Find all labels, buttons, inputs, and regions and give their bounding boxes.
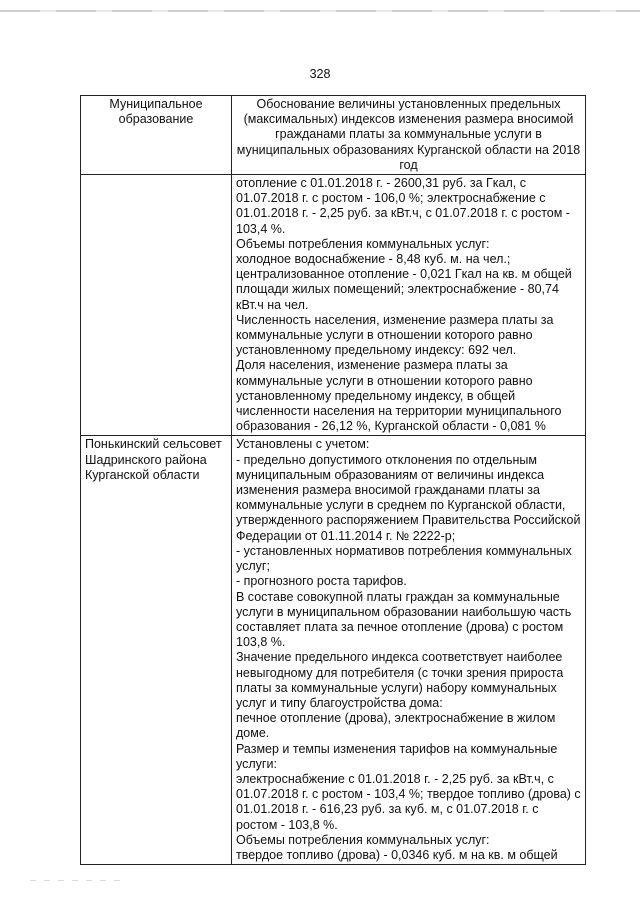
justification-paragraph: Размер и темпы изменения тарифов на коммунальные услуги: <box>236 741 558 771</box>
scan-edge-top <box>0 10 640 12</box>
justification-paragraph: В составе совокупной платы граждан за коммунальные услуги в муниципальном образовании наибольшую часть составляет плата за печное отопление (дрова) с ростом 103,8 %. <box>236 589 572 650</box>
table-header-row <box>81 96 586 175</box>
justification-paragraph: Объемы потребления коммунальных услуг: <box>236 832 490 847</box>
justification-paragraph: - прогнозного роста тарифов. <box>236 574 407 589</box>
justification-paragraph: Установлены с учетом: <box>236 437 370 452</box>
table-row <box>81 436 586 865</box>
municipality-cell <box>81 175 232 436</box>
justification-paragraph: холодное водоснабжение - 8,48 куб. м. на чел.; <box>236 252 511 267</box>
justification-paragraph: Доля населения, изменение размера платы за коммунальные услуги в отношении которого равно установленному предельному индексу, в общей численности населения на территории муниципального образования - 26,12 %, Курганской области - 0,081 % <box>236 358 562 434</box>
table-row <box>81 175 586 436</box>
justification-paragraph: Значение предельного индекса соответствует наиболее невыгодному для потребителя (с точки зрения прироста платы за коммунальные услуги) набору коммунальных услуг и типу благоустройства дома: <box>236 650 564 710</box>
justification-paragraph: отопление с 01.01.2018 г. - 2600,31 руб. за Гкал, с 01.07.2018 г. с ростом - 106,0 %; электроснабжение с 01.01.2018 г. - 2,25 руб. за кВт.ч, с 01.07.2018 г. с ростом - 103,4 %. <box>236 176 570 236</box>
justification-paragraph: - установленных нормативов потребления коммунальных услуг; <box>236 543 572 574</box>
justification-cell <box>232 175 586 436</box>
justification-paragraph: - предельно допустимого отклонения по отдельным муниципальным образованиям от величины индекса изменения размера вносимой гражданами платы за коммунальные услуги в среднем по Курганской области, утвержденного распоряжением Правительства Российской Федерации от 01.11.2014 г. № 2222-р; <box>236 452 581 543</box>
justification-paragraph: электроснабжение с 01.01.2018 г. - 2,25 руб. за кВт.ч, с 01.07.2018 г. с ростом - 103,4 %; твердое топливо (дрова) с 01.01.2018 г. - 616,23 руб. за куб. м, с 01.07.2018 г. с ростом - 103,8 %. <box>236 771 581 832</box>
header-municipality: Муниципальное образование <box>81 96 232 175</box>
page-number: 328 <box>309 67 331 81</box>
justification-paragraph: печное отопление (дрова), электроснабжение в жилом доме. <box>236 711 556 741</box>
justification-paragraph: централизованное отопление - 0,021 Гкал на кв. м общей площади жилых помещений; электроснабжение - 80,74 кВт.ч на чел. <box>236 267 572 312</box>
justification-paragraph: Объемы потребления коммунальных услуг: <box>236 236 490 251</box>
municipality-cell: Понькинский сельсовет Шадринского района Курганской области <box>81 436 232 865</box>
justification-table <box>80 95 586 865</box>
header-justification: Обоснование величины установленных предельных (максимальных) индексов изменения размера вносимой гражданами платы за коммунальные услуги в муниципальных образованиях Курганской области на 2018 год <box>232 96 586 175</box>
justification-paragraph: твердое топливо (дрова) - 0,0346 куб. м на кв. м общей <box>236 847 558 862</box>
scan-edge-bottom <box>30 880 120 881</box>
justification-cell <box>232 436 586 865</box>
justification-paragraph: Численность населения, изменение размера платы за коммунальные услуги в отношении которого равно установленному предельному индексу: 692 чел. <box>236 312 554 358</box>
